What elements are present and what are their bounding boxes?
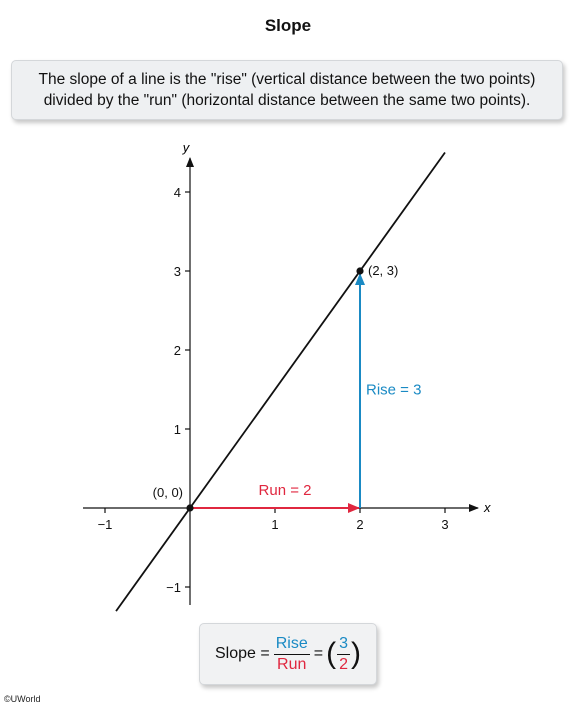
copyright: ©UWorld [4,694,41,704]
description-line-1: The slope of a line is the "rise" (vertical distance between the two points) [38,71,536,88]
description-line-2: divided by the "run" (horizontal distance between the same two points). [43,92,531,109]
x-ticks [98,508,449,532]
point-label: (2, 3) [368,263,399,278]
y-tick-label: −1 [166,580,181,595]
y-tick-label: 3 [173,264,181,279]
x-tick-label: 2 [356,517,364,532]
formula-prefix: Slope = [215,645,270,662]
page-title: Slope [264,16,312,35]
x-tick-label: 1 [271,517,279,532]
y-axis-label: y [182,140,190,155]
formula-equals: = [313,645,324,662]
formula-run-word: Run [277,655,307,673]
y-tick-label: 2 [173,343,181,358]
numeric-fraction [337,635,350,674]
run-label: Run = 2 [258,482,312,499]
x-tick-label: −1 [97,517,113,532]
y-ticks [166,185,190,595]
y-tick-label: 4 [173,185,181,200]
formula-open-paren: ( [326,637,337,670]
rise-over-run-fraction [274,635,310,674]
formula-denominator: 2 [339,655,348,673]
point-label: (0, 0) [152,485,183,500]
x-tick-label: 3 [441,517,449,532]
slope-formula-box [199,623,377,685]
point-dot [186,504,193,511]
y-tick-label: 1 [173,422,181,437]
rise-label: Rise = 3 [366,381,422,399]
formula-numerator: 3 [337,635,350,655]
formula-close-paren: ) [350,637,361,670]
point-dot [356,267,363,274]
formula-rise-word: Rise [274,635,310,655]
x-axis-label: x [484,500,491,515]
